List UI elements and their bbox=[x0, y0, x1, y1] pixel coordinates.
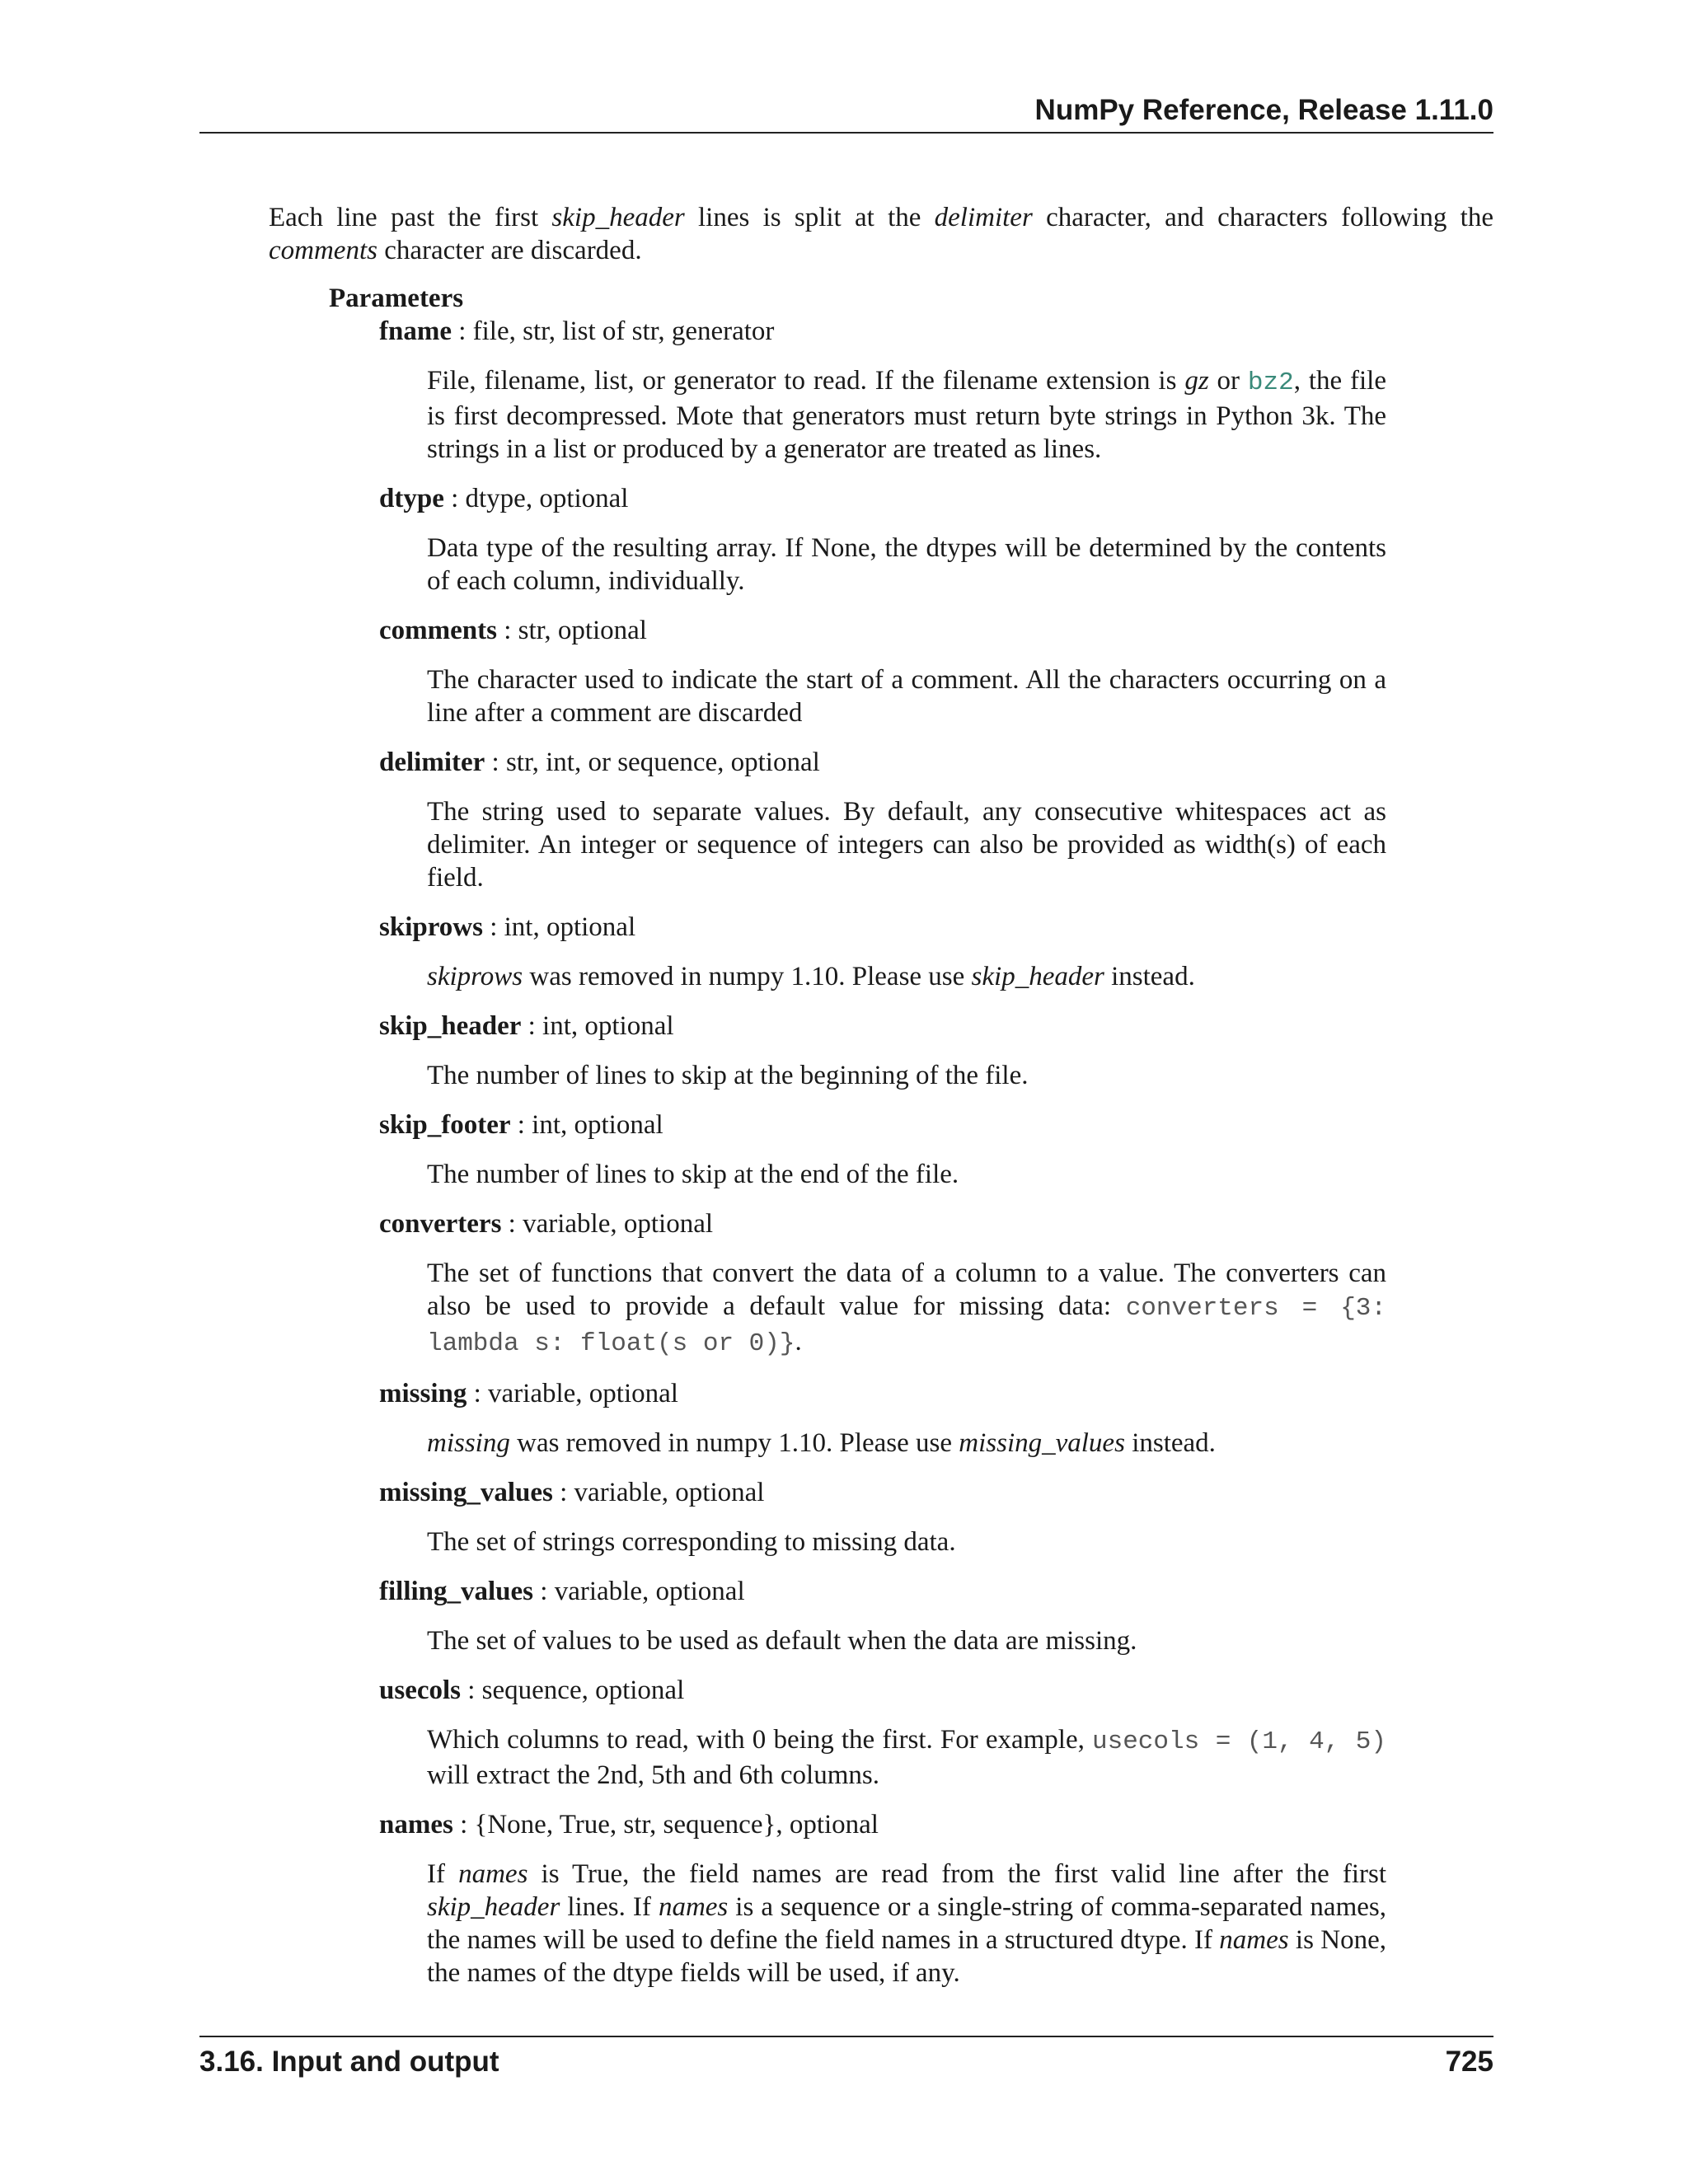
param-signature bbox=[379, 1575, 1386, 1608]
desc-text: The set of functions that convert the data of a column to a value. The converters can also be used to provide a default value for missing data: bbox=[427, 1258, 1386, 1321]
desc-text: Which columns to read, with 0 being the first. For example, bbox=[427, 1725, 1092, 1755]
param-description: The number of lines to skip at the beginning of the file. bbox=[427, 1061, 1029, 1090]
param-type: : variable, optional bbox=[533, 1577, 745, 1606]
param-signature bbox=[379, 746, 1386, 779]
param-signature bbox=[379, 1108, 1386, 1141]
param-description: Data type of the resulting array. If None, the dtypes will be determined by the contents of each column, individually. bbox=[427, 533, 1386, 596]
page-number: 725 bbox=[1445, 2046, 1493, 2078]
intro-text: lines is split at the bbox=[684, 203, 935, 232]
param-signature bbox=[379, 1010, 1386, 1043]
param-usecols bbox=[379, 1674, 1386, 1792]
desc-text: was removed in numpy 1.10. Please use bbox=[509, 1428, 959, 1458]
desc-text: . bbox=[795, 1327, 802, 1357]
param-name: usecols bbox=[379, 1675, 461, 1705]
param-signature bbox=[379, 1674, 1386, 1707]
desc-emphasis: skip_header bbox=[427, 1892, 560, 1922]
desc-emphasis: skip_header bbox=[971, 962, 1104, 991]
desc-emphasis: missing_values bbox=[959, 1428, 1125, 1458]
intro-text: character, and characters following the bbox=[1032, 203, 1493, 232]
param-description bbox=[427, 960, 1386, 993]
intro-emphasis: comments bbox=[269, 236, 377, 265]
desc-emphasis: names bbox=[658, 1892, 729, 1922]
param-type: : variable, optional bbox=[552, 1478, 765, 1507]
param-dtype bbox=[379, 482, 1386, 598]
param-description: The number of lines to skip at the end of the file. bbox=[427, 1160, 959, 1189]
param-signature bbox=[379, 1377, 1386, 1410]
param-type: : int, optional bbox=[521, 1011, 674, 1041]
param-name: comments bbox=[379, 616, 497, 645]
desc-text: instead. bbox=[1104, 962, 1195, 991]
param-description: The string used to separate values. By default, any consecutive whitespaces act as delimiter. An integer or sequence of integers can also be provided as width(s) of each field. bbox=[427, 797, 1386, 893]
param-name: filling_values bbox=[379, 1577, 534, 1606]
param-description: The character used to indicate the start of a comment. All the characters occurring on a line after a comment are discarded bbox=[427, 665, 1386, 728]
param-skiprows bbox=[379, 911, 1386, 993]
param-missing-values bbox=[379, 1476, 1386, 1558]
desc-emphasis: missing bbox=[427, 1428, 510, 1458]
desc-text: , the file is first decompressed. Mote that generators must return byte strings in Python 3k. The strings in a list or produced by a generator are treated as lines. bbox=[427, 366, 1386, 464]
param-name: missing bbox=[379, 1379, 467, 1408]
desc-text: is a sequence or a single-string of comma-separated names, the names will be used to define the field names in a structured dtype. If bbox=[427, 1892, 1386, 1955]
param-delimiter bbox=[379, 746, 1386, 894]
param-names bbox=[379, 1808, 1386, 1990]
page-header bbox=[199, 89, 1493, 134]
param-signature bbox=[379, 1476, 1386, 1509]
desc-text: is True, the field names are read from the first valid line after the first bbox=[528, 1859, 1386, 1889]
intro-text: Each line past the first bbox=[269, 203, 552, 232]
desc-text: instead. bbox=[1124, 1428, 1216, 1458]
param-name: delimiter bbox=[379, 748, 485, 777]
running-title: NumPy Reference, Release 1.11.0 bbox=[1034, 94, 1493, 126]
param-filling-values bbox=[379, 1575, 1386, 1657]
param-type: : variable, optional bbox=[467, 1379, 678, 1408]
param-type: : str, int, or sequence, optional bbox=[485, 748, 820, 777]
param-converters bbox=[379, 1207, 1386, 1361]
param-skip-header bbox=[379, 1010, 1386, 1092]
param-name: missing_values bbox=[379, 1478, 553, 1507]
desc-text: will extract the 2nd, 5th and 6th columns. bbox=[427, 1760, 879, 1790]
param-description bbox=[427, 1427, 1386, 1460]
param-signature bbox=[379, 1207, 1386, 1240]
desc-text: was removed in numpy 1.10. Please use bbox=[523, 962, 972, 991]
desc-emphasis: names bbox=[458, 1859, 528, 1889]
inline-code: converters = {3: lambda s: float(s or 0)} bbox=[427, 1294, 1386, 1358]
param-type: : int, optional bbox=[510, 1110, 663, 1140]
intro-emphasis: delimiter bbox=[934, 203, 1033, 232]
param-missing bbox=[379, 1377, 1386, 1460]
param-name: converters bbox=[379, 1209, 502, 1239]
param-name: skiprows bbox=[379, 912, 483, 942]
intro-paragraph bbox=[269, 201, 1493, 267]
param-signature bbox=[379, 1808, 1386, 1841]
intro-emphasis: skip_header bbox=[551, 203, 685, 232]
param-type: : sequence, optional bbox=[461, 1675, 685, 1705]
param-fname bbox=[379, 315, 1386, 466]
parameter-list bbox=[379, 315, 1386, 1990]
param-type: : str, optional bbox=[496, 616, 647, 645]
param-type: : {None, True, str, sequence}, optional bbox=[452, 1810, 879, 1840]
param-signature bbox=[379, 482, 1386, 515]
inline-code: bz2 bbox=[1247, 368, 1294, 397]
param-description bbox=[427, 1257, 1386, 1361]
page-footer bbox=[199, 2036, 1493, 2078]
param-type: : variable, optional bbox=[501, 1209, 714, 1239]
inline-code: usecols = (1, 4, 5) bbox=[1092, 1727, 1386, 1756]
desc-text: If bbox=[427, 1859, 459, 1889]
param-type: : int, optional bbox=[482, 912, 636, 942]
desc-emphasis: names bbox=[1219, 1925, 1289, 1955]
parameters-heading: Parameters bbox=[329, 284, 464, 313]
desc-text: lines. If bbox=[560, 1892, 659, 1922]
param-description bbox=[427, 364, 1386, 466]
desc-emphasis: gz bbox=[1184, 366, 1209, 396]
param-signature bbox=[379, 315, 1386, 348]
desc-text: is None, the names of the dtype fields will be used, if any. bbox=[427, 1925, 1386, 1988]
param-description bbox=[427, 1723, 1386, 1792]
param-signature bbox=[379, 911, 1386, 944]
desc-emphasis: skiprows bbox=[427, 962, 523, 991]
param-type: : dtype, optional bbox=[443, 484, 629, 513]
param-description: The set of values to be used as default when the data are missing. bbox=[427, 1626, 1137, 1656]
param-name: skip_footer bbox=[379, 1110, 511, 1140]
param-description bbox=[427, 1858, 1386, 1990]
param-name: names bbox=[379, 1810, 453, 1840]
param-name: dtype bbox=[379, 484, 444, 513]
footer-section-title: 3.16. Input and output bbox=[199, 2046, 499, 2078]
intro-text: character are discarded. bbox=[377, 236, 642, 265]
param-signature bbox=[379, 614, 1386, 647]
param-description: The set of strings corresponding to missing data. bbox=[427, 1527, 956, 1557]
param-skip-footer bbox=[379, 1108, 1386, 1191]
param-comments bbox=[379, 614, 1386, 729]
desc-text: or bbox=[1208, 366, 1248, 396]
param-name: skip_header bbox=[379, 1011, 522, 1041]
desc-text: File, filename, list, or generator to read. If the filename extension is bbox=[427, 366, 1185, 396]
param-type: : file, str, list of str, generator bbox=[451, 316, 775, 346]
param-name: fname bbox=[379, 316, 452, 346]
page-body bbox=[269, 201, 1493, 2006]
